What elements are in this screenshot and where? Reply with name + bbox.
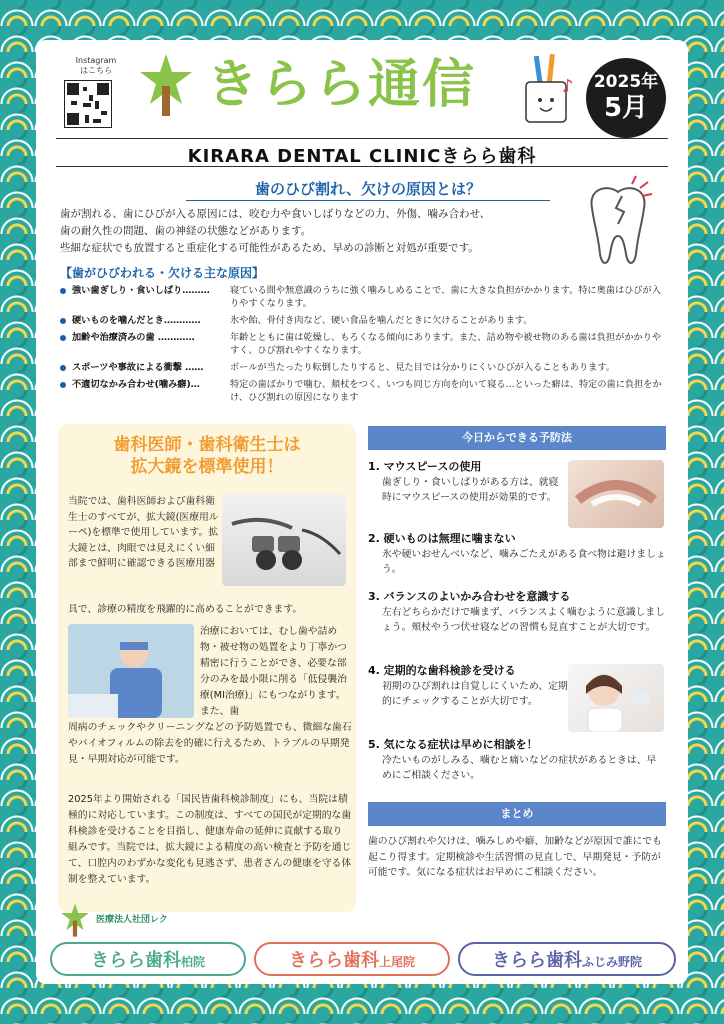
tip-heading: 5. 気になる症状は早めに相談を！ (368, 738, 538, 751)
tip-heading: 3. バランスのよいかみ合わせを意識する (368, 590, 571, 603)
mouthpiece-image (568, 460, 664, 528)
music-note-icon: ♪ (562, 76, 574, 97)
prevention-tip (368, 588, 666, 635)
cause-item (60, 378, 670, 404)
tip-body: 左右どちらかだけで噛まず、バランスよく噛むように意識しましょう。頬杖やうつ伏せ寝などの習慣も見直すことが大切です。 (382, 607, 666, 633)
cause-item (60, 284, 670, 310)
intro-paragraph (60, 206, 560, 257)
causes-heading: 【歯がひびわれる・欠ける主な原因】 (60, 266, 265, 280)
instagram-label: Instagram はこちら (75, 56, 117, 75)
bullet-icon (60, 318, 66, 324)
summary-header: まとめ (368, 802, 666, 826)
branch-brand: きらら歯科 (288, 950, 379, 971)
branch-location: ふじみ野院 (581, 955, 642, 969)
branch-location: 柏院 (180, 955, 205, 969)
tip-body: 氷や硬いおせんべいなど、噛みごたえがある食べ物は避けましょう。 (382, 549, 666, 575)
prevention-tip (368, 530, 666, 577)
cracked-tooth-icon (578, 174, 656, 274)
cause-description: 寝ている間や無意識のうちに強く噛みしめることで、歯に大きな負担がかかります。特に奥歯はひびが入りやすくなります。 (230, 285, 661, 309)
branch-ageo[interactable] (254, 942, 450, 976)
causes-list (60, 284, 670, 408)
branch-brand: きらら歯科 (491, 950, 582, 971)
newsletter-title: きらら通信 (206, 55, 477, 115)
issue-year: 2025年 (593, 72, 659, 92)
intro-line: 些細な症状でも放置すると重症化する可能性があるため、早めの診断と対処が重要です。 (60, 242, 479, 254)
bullet-icon (60, 365, 66, 371)
loupe-paragraph: 当院では、歯科医師および歯科衛生士のすべてが、拡大鏡(医療用ルーペ)を標準で使用しています。拡大鏡とは、肉眼では見えにくい細部まで鮮明に確認できる医療用器 (68, 496, 219, 569)
bullet-icon (60, 382, 66, 388)
tip-body: 初期のひび割れは自覚しにくいため、定期的にチェックすることが大切です。 (382, 681, 568, 707)
newsletter-page (38, 42, 686, 982)
loupe-feature-title (58, 434, 356, 478)
cause-description: 年齢とともに歯は乾燥し、もろくなる傾向にあります。また、詰め物や被せ物のある歯は負担がかかりやすく、ひび割れやすくなります。 (230, 332, 662, 356)
tip-body: 冷たいものがしみる、噛むと痛いなどの症状があるときは、早めにご相談ください。 (382, 755, 657, 781)
tree-logo-icon (138, 52, 194, 118)
summary-paragraph: 歯のひび割れや欠けは、噛みしめや癖、加齢などが原因で誰にでも起こり得ます。定期検診や生活習慣の見直しで、早期発見・予防が可能です。気になる症状はお早めにご相談ください。 (368, 836, 662, 878)
tip-heading: 1. マウスピースの使用 (368, 460, 482, 473)
dental-loupe-image (222, 494, 346, 586)
prevention-tip (368, 662, 568, 709)
prevention-header: 今日からできる予防法 (368, 426, 666, 450)
cause-description: 特定の歯ばかりで噛む、頬杖をつく、いつも同じ方向を向いて寝る…といった癖は、特定の歯に負担をかけ、ひび割れの原因になります (230, 379, 662, 403)
loupe-title-line: 拡大鏡を標準使用！ (130, 457, 284, 477)
corporation-tree-icon (60, 902, 90, 938)
branch-brand: きらら歯科 (90, 950, 181, 971)
loupe-title-line: 歯科医師・歯科衛生士は (113, 435, 301, 455)
section-title-underline (186, 200, 550, 201)
cause-description: 氷や飴、骨付き肉など、硬い食品を噛んだときに欠けることがあります。 (230, 315, 533, 326)
cause-description: ボールが当たったり転倒したりすると、見た目では分かりにくいひびが入ることもあります。 (230, 362, 615, 373)
intro-line: 歯が割れる、歯にひびが入る原因には、咬む力や食いしばりなどの力、外傷、噛み合わせ、 (60, 208, 491, 220)
treatment-paragraph: 周病のチェックやクリーニングなどの予防処置でも、微細な歯石やバイオフィルムの除去を的確に行えるため、トラブルの早期発見・早期対応が可能です。 (68, 722, 352, 765)
intro-line: 歯の耐久性の問題、歯の神経の状態などがあります。 (60, 225, 312, 237)
checkup-system-paragraph: 2025年より開始される「国民皆歯科検診制度」にも、当院は積極的に対応しています。この制度は、すべての国民が定期的な歯科検診を受けることを目指し、健康寿命の延伸に貢献する取り組みです。当院では、拡大鏡による精度の高い検査と予防を通じて、口腔内のわずかな変化も見逃さず、患者さんの健康を守る体制を整えています。 (68, 794, 352, 885)
cause-label: スポーツや事故による衝撃 …… (72, 362, 204, 373)
clinic-name: KIRARA DENTAL CLINICきらら歯科 (187, 146, 537, 167)
corporation-name: 医療法人社団レク (96, 915, 168, 925)
instagram-qr-code[interactable] (64, 80, 112, 128)
cause-item (60, 361, 670, 374)
tip-heading: 2. 硬いものは無理に噛まない (368, 532, 516, 545)
branch-fujimino[interactable] (458, 942, 676, 976)
dentist-using-loupe-image (68, 624, 194, 718)
patient-with-mouthpiece-image (568, 664, 664, 732)
cause-label: 不適切なかみ合わせ(噛み癖)… (72, 379, 200, 390)
cause-item (60, 314, 670, 327)
bullet-icon (60, 288, 66, 294)
cause-item (60, 331, 670, 357)
tip-body: 歯ぎしり・食いしばりがある方は、就寝時にマウスピースの使用が効果的です。 (382, 477, 559, 503)
issue-date-badge (586, 58, 666, 138)
branch-location: 上尾院 (378, 955, 415, 969)
loupe-paragraph: 具で、診療の精度を飛躍的に高めることができます。 (68, 604, 303, 615)
bullet-icon (60, 335, 66, 341)
cause-label: 加齢や治療済みの歯 ………… (72, 332, 195, 343)
prevention-tip (368, 736, 666, 783)
treatment-paragraph: 治療においては、むし歯や詰め物・被せ物の処置をより丁寧かつ精密に行うことができ、必要な部分のみを最小限に削る「低侵襲治療(MI治療)」にもつながります。また、歯 (200, 626, 347, 717)
prevention-tip (368, 458, 568, 505)
tip-heading: 4. 定期的な歯科検診を受ける (368, 664, 516, 677)
cause-label: 強い歯ぎしり・食いしばり……… (72, 285, 210, 296)
branch-kashiwa[interactable] (50, 942, 246, 976)
section-title: 歯のひび割れ、欠けの原因とは？ (255, 180, 481, 198)
cause-label: 硬いものを噛んだとき………… (72, 315, 201, 326)
issue-month: 5月 (603, 93, 649, 123)
header-divider (56, 166, 668, 167)
header-divider (56, 138, 668, 139)
